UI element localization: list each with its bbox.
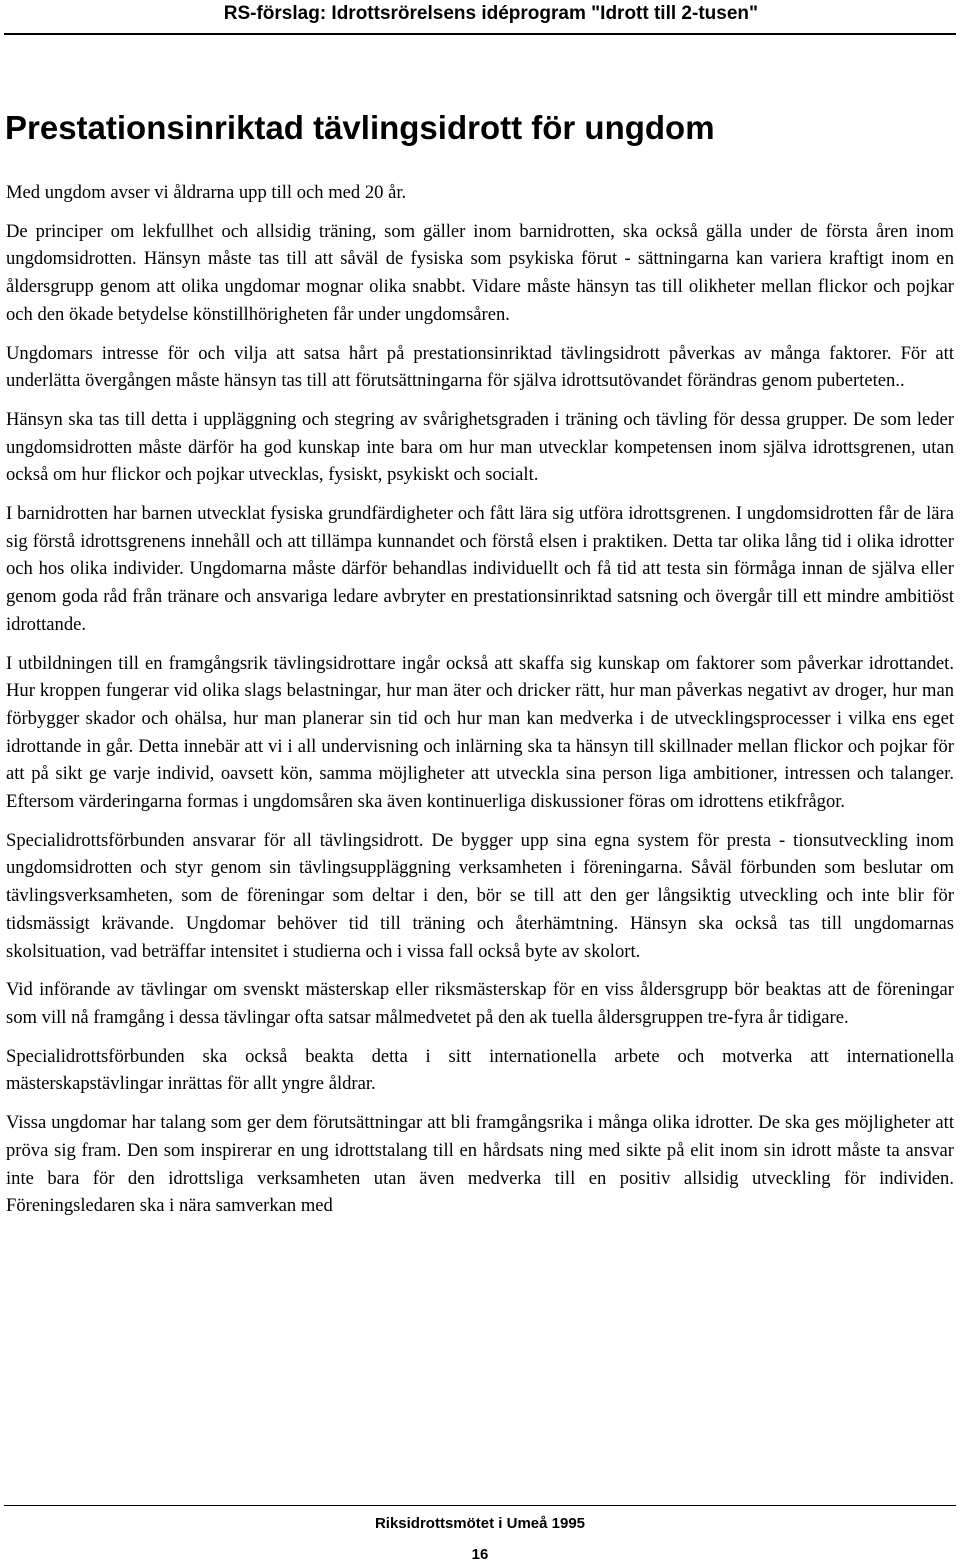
paragraph: I utbildningen till en framgångsrik tävlingsidrottare ingår också att skaffa sig kunskap om faktorer som påverkar idrottandet. Hur kroppen fungerar vid olika slags belastningar, hur man äter och dricker rätt, hur man påverkas negativt av droger, hur man förbygger skador och ohälsa, hur man planerar sin tid och hur man kan medverka i de utvecklingsprocesser i vilka ens eget idrottande in går. Detta innebär att vi i all undervisning och inlärning ska ta hänsyn till skillnader mellan flickor och pojkar för att på sikt ge varje individ, oavsett kön, samma möjligheter att utveckla sina person liga ambitioner, intressen och talanger. Eftersom värderingarna formas i ungdomsåren ska även kontinuerliga diskussioner föras om idrottens etikfrågor. (6, 652, 954, 813)
paragraph: Ungdomars intresse för och vilja att satsa hårt på prestationsinriktad tävlingsidrott påverkas av många faktorer. För att underlätta övergången måste hänsyn tas till att förutsättningarna för själva idrottsutövandet förändras genom puberteten.. (6, 342, 954, 392)
footer-divider (4, 1505, 956, 1506)
paragraph: De principer om lekfullhet och allsidig träning, som gäller inom barnidrotten, ska också gälla under de första åren inom ungdomsidrotten. Hänsyn måste tas till att såväl de fysiska som psykiska förut - sättningarna kan variera kraftigt inom en åldersgrupp genom att olika ungdomar mognar olika snabbt. Vidare måste hänsyn tas till olikheter mellan flickor och pojkar och den ökade betydelse könstillhörigheten får under ungdomsåren. (6, 220, 954, 325)
paragraph: Vissa ungdomar har talang som ger dem förutsättningar att bli framgångsrika i många olika idrotter. De ska ges möjligheter att pröva sig fram. Den som inspirerar en ung idrottstalang till en hårdsats ning med sikte på elit inom sin idrott måste ta ansvar inte bara för den idrottsliga verksamheten utan även medverka till en positiv allsidig utveckling för individen. Föreningsledaren ska i nära samverkan med (6, 1112, 954, 1217)
header-divider (4, 33, 956, 35)
page-number: 16 (471, 1546, 489, 1563)
paragraph: Specialidrottsförbunden ska också beakta detta i sitt internationella arbete och motverka att internationella mästerskapstävlingar inrättas för allt yngre åldrar. (6, 1045, 954, 1095)
document-body (6, 179, 954, 1231)
paragraph: Vid införande av tävlingar om svenskt mästerskap eller riksmästerskap för en viss åldersgrupp bör beaktas att de föreningar som vill nå framgång i dessa tävlingar ofta satsar målmedvetet på den ak tuella åldersgruppen tre-fyra år tidigare. (6, 979, 954, 1028)
paragraph: Med ungdom avser vi åldrarna upp till och med 20 år. (6, 182, 407, 203)
section-heading: Prestationsinriktad tävlingsidrott för ungdom (5, 109, 715, 146)
footer-meeting: Riksidrottsmötet i Umeå 1995 (374, 1515, 586, 1532)
paragraph: I barnidrotten har barnen utvecklat fysiska grundfärdigheter och fått lära sig utföra idrottsgrenen. I ungdomsidrotten får de lära sig förstå idrottsgrenens innehåll och att tillämpa kunnandet och förstå elsen i praktiken. Detta tar olika lång tid i olika idrotter och hos olika individer. Ungdomarna måste därför behandlas individuellt och få tid att testa sin förmåga innan de själva eller genom goda råd från tränare och ansvariga ledare avbryter en prestationsinriktad satsning och övergår till ett mindre ambitiöst idrottande. (6, 503, 954, 635)
paragraph: Hänsyn ska tas till detta i uppläggning och stegring av svårighetsgraden i träning och tävling för dessa grupper. De som leder ungdomsidrotten måste därför ha god kunskap inte bara om hur man utvecklar kompetensen inom själva idrottsgrenen, utan också om hur flickor och pojkar utvecklas, fysiskt, psykiskt och socialt. (6, 408, 954, 486)
running-header: RS-förslag: Idrottsrörelsens idéprogram "Idrott till 2-tusen" (223, 3, 758, 24)
paragraph: Specialidrottsförbunden ansvarar för all tävlingsidrott. De bygger upp sina egna system för presta - tionsutveckling inom ungdomsidrotten och styr genom sin tävlingsuppläggning verksamheten i föreningarna. Såväl förbunden som beslutar om tävlingsverksamheten, som de föreningar som deltar i den, bör se till att den ger långsiktig utveckling och inte blir för tidsmässigt krävande. Ungdomar behöver tid till träning och återhämtning. Hänsyn ska också tas till ungdomarnas skolsituation, vad beträffar intensitet i studierna och i vissa fall också byte av skolort. (6, 829, 954, 962)
